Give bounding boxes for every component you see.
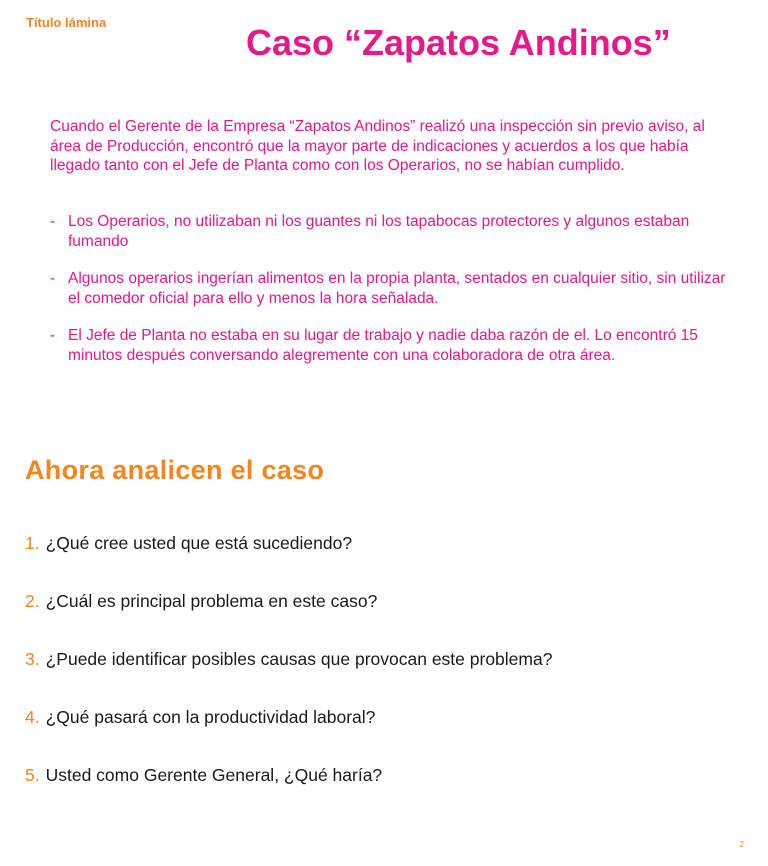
- bullet-item: [50, 326, 740, 365]
- question-number: 5.: [25, 765, 40, 785]
- bullet-item: [50, 269, 740, 308]
- slide-label: Título lámina: [26, 15, 107, 30]
- question-text: ¿Qué cree usted que está sucediendo?: [45, 533, 353, 553]
- question-text: ¿Puede identificar posibles causas que provocan este problema?: [45, 649, 553, 669]
- question-item: [25, 590, 745, 648]
- question-item: [25, 706, 745, 764]
- question-number: 1.: [25, 533, 40, 553]
- intro-paragraph: Cuando el Gerente de la Empresa “Zapatos Andinos” realizó una inspección sin previo aviso, al área de Producción, encontró que la mayor parte de indicaciones y acuerdos a los que había llegado tanto con el Jefe de Planta como con los Operarios, no se habían cumplido.: [50, 118, 705, 174]
- page-title: Caso “Zapatos Andinos”: [246, 22, 671, 63]
- question-number: 4.: [25, 707, 40, 727]
- question-text: Usted como Gerente General, ¿Qué haría?: [45, 765, 383, 785]
- question-number: 2.: [25, 591, 40, 611]
- bullet-text: El Jefe de Planta no estaba en su lugar de trabajo y nadie daba razón de el. Lo encontró 15 minutos después conversando alegremente con una colaboradora de otra área.: [68, 327, 698, 364]
- question-text: ¿Cuál es principal problema en este caso?: [45, 591, 378, 611]
- bullet-text: Algunos operarios ingerían alimentos en la propia planta, sentados en cualquier sitio, sin utilizar el comedor oficial para ello y menos la hora señalada.: [68, 270, 726, 307]
- question-item: [25, 532, 745, 590]
- page-number: 2: [739, 840, 744, 849]
- bullet-text: Los Operarios, no utilizaban ni los guantes ni los tapabocas protectores y algunos estaban fumando: [68, 213, 690, 250]
- case-bullet-list: [50, 212, 740, 383]
- question-number: 3.: [25, 649, 40, 669]
- section-title: Ahora analicen el caso: [25, 455, 325, 485]
- bullet-marker: -: [50, 213, 56, 230]
- question-text: ¿Qué pasará con la productividad laboral?: [45, 707, 376, 727]
- bullet-marker: -: [50, 270, 56, 287]
- bullet-marker: -: [50, 327, 56, 344]
- bullet-item: [50, 212, 740, 251]
- question-item: [25, 648, 745, 706]
- question-item: [25, 764, 745, 822]
- question-list: [25, 532, 745, 822]
